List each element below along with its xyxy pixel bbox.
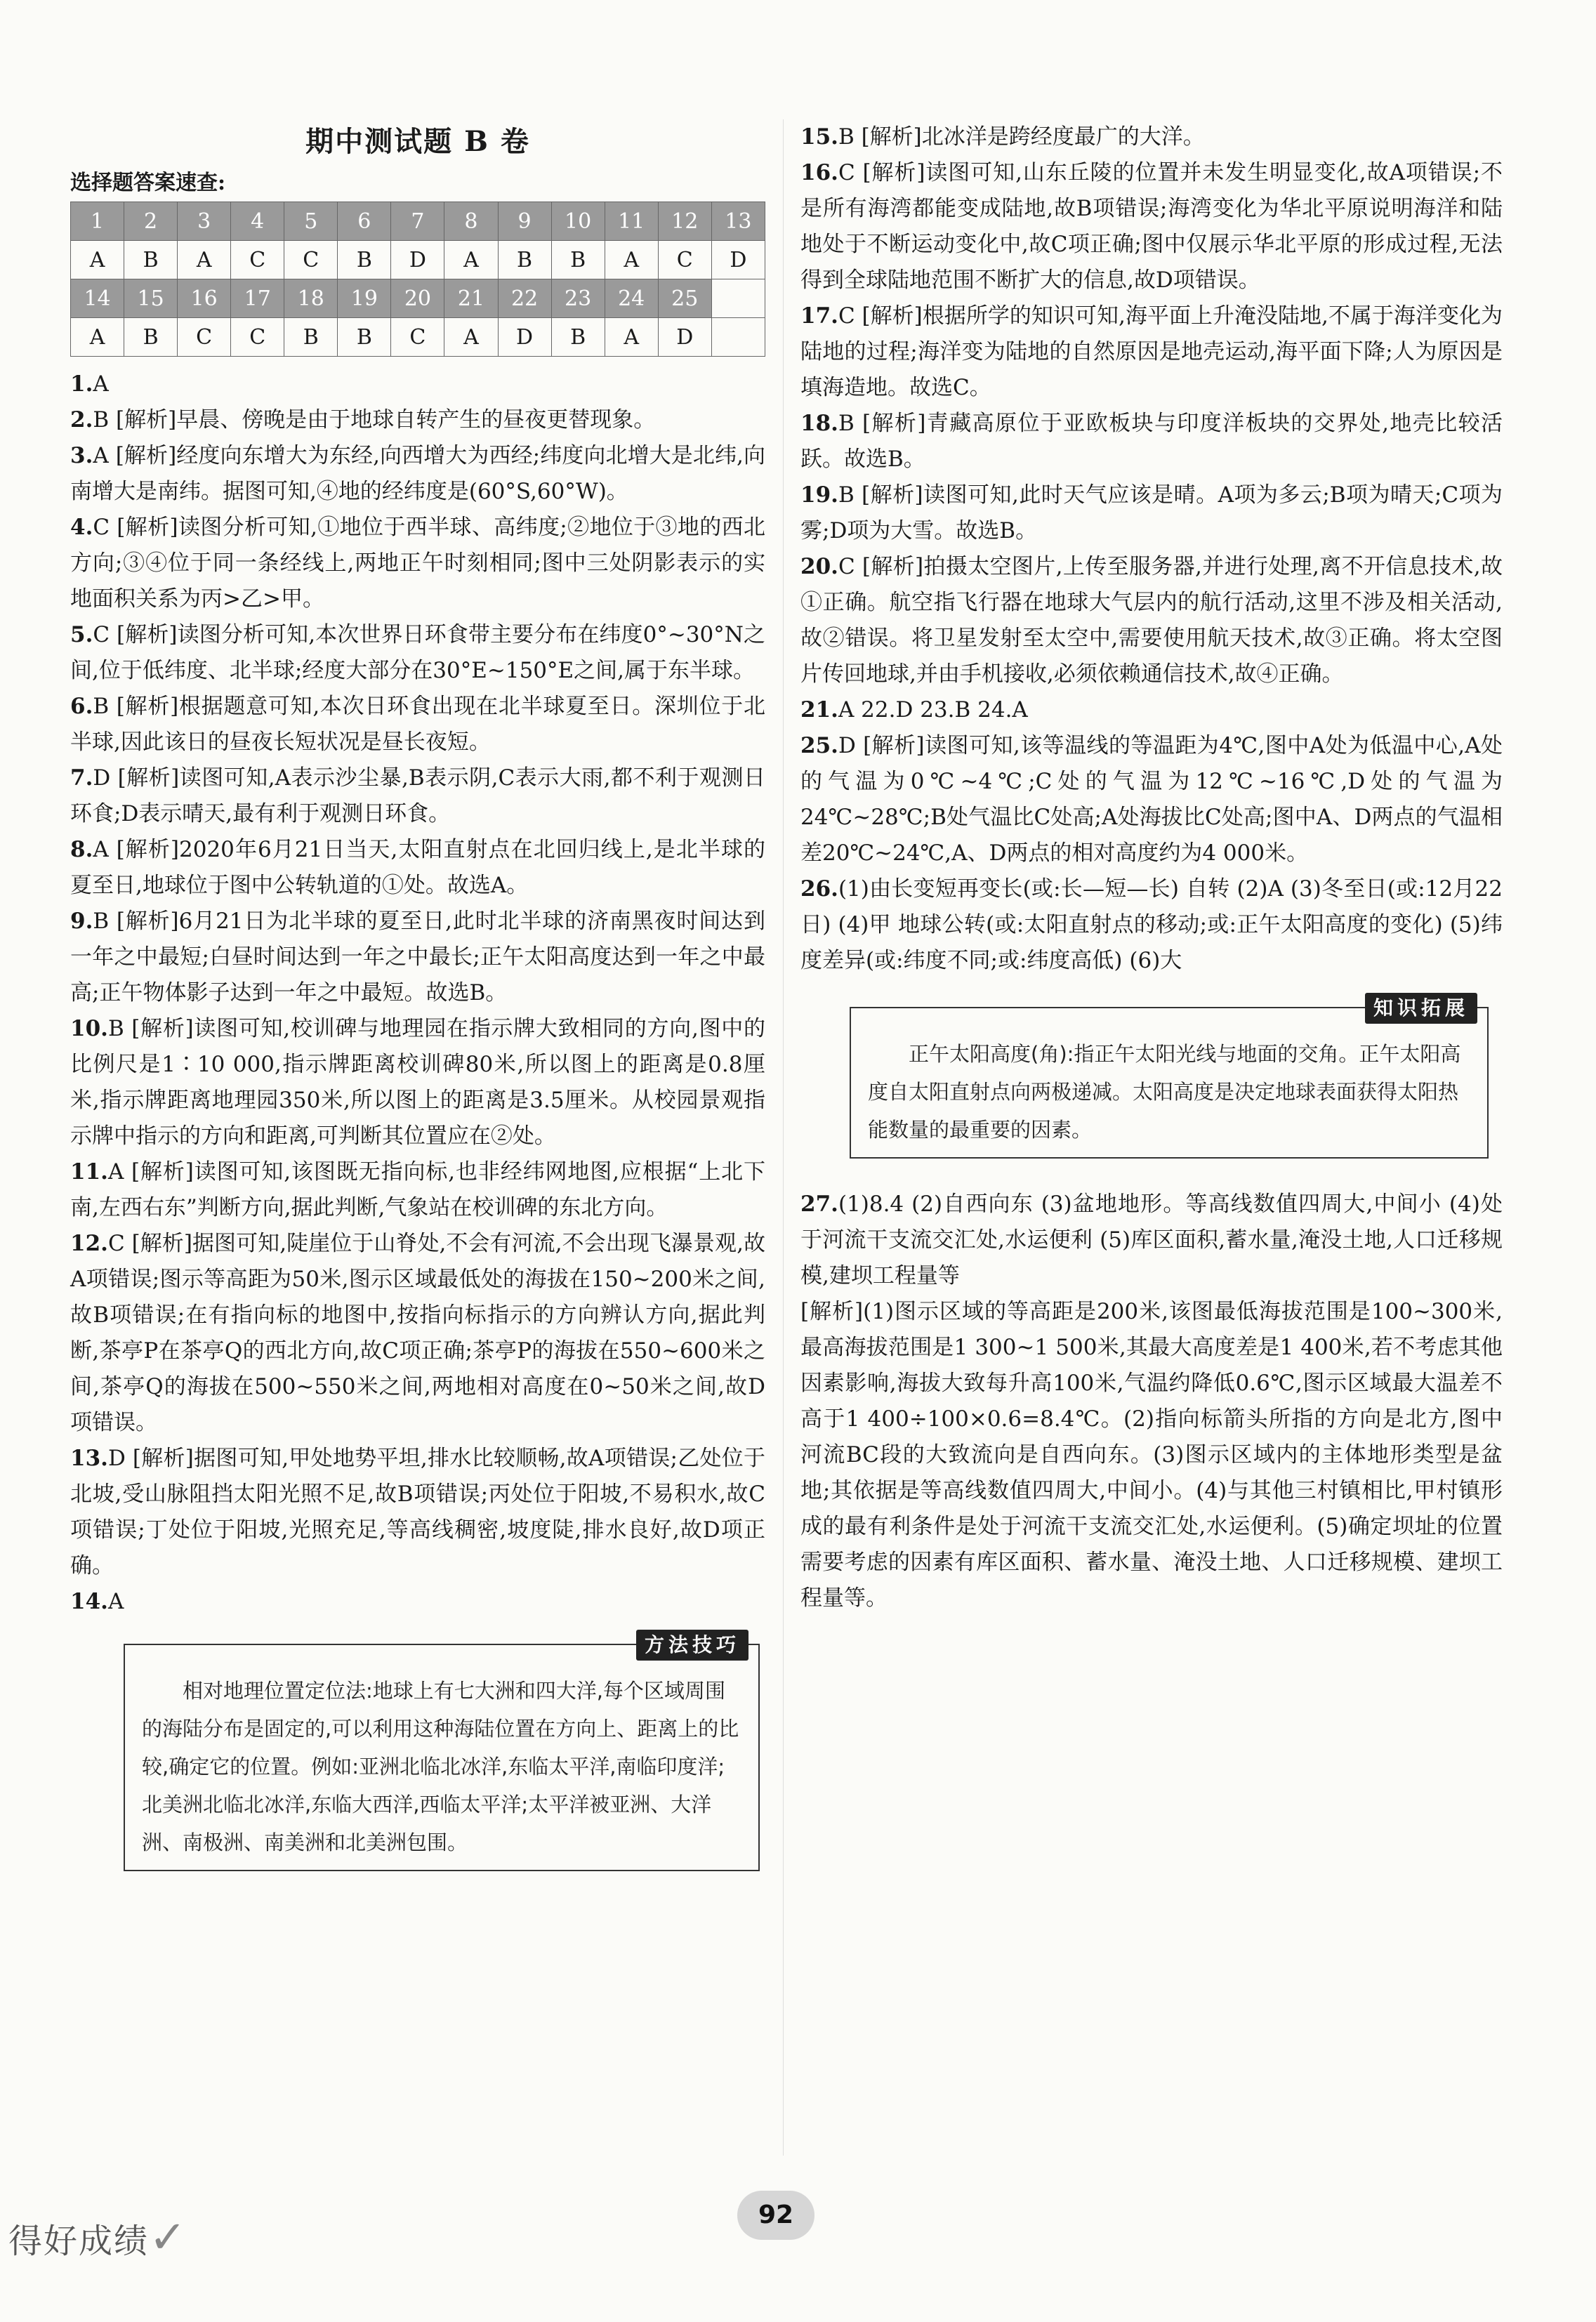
answer-item-number: 1. [70, 371, 93, 397]
answer-item-number: 7. [70, 765, 93, 791]
answer-item-text: (1)由长变短再变长(或:长—短—长) 自转 (2)A (3)冬至日(或:12月22日) (4)甲 地球公转(或:太阳直射点的移动;或:正午太阳高度的变化) (5)纬度差异(或:纬度不同;或:纬度高低) (6)大 [800, 876, 1503, 973]
answer-cell: B [551, 241, 605, 279]
question-number-cell: 25 [658, 279, 711, 318]
question-number-cell: 5 [284, 202, 338, 241]
question-number-cell: 16 [178, 279, 231, 318]
answer-item-number: 14. [70, 1589, 108, 1614]
answer-item [70, 760, 765, 832]
answer-item [70, 1441, 765, 1584]
answer-item-text: D [解析]读图可知,该等温线的等温距为4℃,图中A处为低温中心,A处的气温为0℃~4℃;C处的气温为12℃~16℃,D处的气温为24℃~28℃;B处气温比C处高;A处海拔比C处高;图中A、D两点的气温相差20℃~24℃,A、D两点的相对高度约为4 000米。 [800, 733, 1503, 866]
answer-item-number: 4. [70, 515, 93, 540]
answer-item [800, 692, 1503, 728]
answer-item-text: B [解析]读图可知,校训碑与地理园在指示牌大致相同的方向,图中的比例尺是1∶10 000,指示牌距离校训碑80米,所以图上的距离是0.8厘米,指示牌距离地理园350米,所以图上的距离是3.5厘米。从校园景观指示牌中指示的方向和距离,可判断其位置应在②处。 [70, 1016, 765, 1149]
answer-item-number: 6. [70, 694, 93, 719]
answer-item-number: 17. [800, 303, 838, 329]
question-number-cell: 8 [444, 202, 498, 241]
question-number-cell: 15 [124, 279, 178, 318]
answer-cell: B [338, 241, 391, 279]
answer-item-number: 8. [70, 837, 93, 862]
answer-cell: A [71, 241, 124, 279]
right-answer-list-2 [800, 1187, 1503, 1616]
answer-item-number: 9. [70, 909, 93, 934]
left-answer-list [70, 367, 765, 1620]
answer-item [800, 1187, 1503, 1294]
answer-cell: A [444, 241, 498, 279]
answer-cell: D [391, 241, 444, 279]
left-column [70, 119, 765, 1878]
answer-item-text: (1)8.4 (2)自西向东 (3)盆地地形。等高线数值四周大,中间小 (4)处于河流干支流交汇处,水运便利 (5)库区面积,蓄水量,淹没土地,人口迁移规模,建坝工程量等 [800, 1192, 1503, 1288]
question-number-cell: 20 [391, 279, 444, 318]
answer-item-number: 18. [800, 411, 838, 436]
answer-item-text: B [解析]根据题意可知,本次日环食出现在北半球夏至日。深圳位于北半球,因此该日的昼夜长短状况是昼长夜短。 [70, 694, 765, 755]
answer-item [70, 904, 765, 1011]
answer-cell: C [658, 241, 711, 279]
answer-item [800, 871, 1503, 979]
answer-item-number: 16. [800, 160, 838, 185]
question-number-cell: 23 [551, 279, 605, 318]
answer-item [70, 1011, 765, 1154]
knowledge-tip-box [850, 996, 1489, 1159]
answer-item-text: B [解析]青藏高原位于亚欧板块与印度洋板块的交界处,地壳比较活跃。故选B。 [800, 411, 1503, 472]
knowledge-tip-text: 正午太阳高度(角):指正午太阳光线与地面的交角。正午太阳高度自太阳直射点向两极递减。太阳高度是决定地球表面获得太阳热能数量的最重要的因素。 [868, 1042, 1461, 1142]
answer-cell: A [605, 318, 658, 357]
page-number: 92 [737, 2191, 815, 2240]
answer-item-text: B [解析]读图可知,此时天气应该是晴。A项为多云;B项为晴天;C项为雾;D项为大雪。故选B。 [800, 482, 1503, 543]
answer-item-number: 2. [70, 407, 93, 433]
answer-item-text: A [107, 1589, 124, 1614]
answer-item-number: 13. [70, 1446, 108, 1471]
answer-cell: A [605, 241, 658, 279]
answer-item-text: C [解析]拍摄太空图片,上传至服务器,并进行处理,离不开信息技术,故①正确。航空指飞行器在地球大气层内的航行活动,这里不涉及相关活动,故②错误。将卫星发射至太空中,需要使用航天技术,故③正确。将太空图片传回地球,并由手机接收,必须依赖通信技术,故④正确。 [800, 554, 1503, 687]
answer-item-number: 15. [800, 124, 838, 150]
answer-cell: D [658, 318, 711, 357]
question-number-cell: 12 [658, 202, 711, 241]
answer-cell: C [284, 241, 338, 279]
answer-item [70, 832, 765, 904]
question-number-cell: 19 [338, 279, 391, 318]
answer-item [70, 438, 765, 510]
knowledge-tip-badge: 知识拓展 [1365, 993, 1477, 1024]
question-number-cell: 4 [231, 202, 284, 241]
answer-item [70, 1154, 765, 1226]
question-number-cell: 6 [338, 202, 391, 241]
answer-item [70, 367, 765, 402]
question-number-cell: 21 [444, 279, 498, 318]
answer-cell: A [178, 241, 231, 279]
answer-item-number: 11. [70, 1159, 108, 1185]
answer-table-number-row [71, 202, 765, 241]
answer-table-answer-row [71, 241, 765, 279]
check-mark-icon: ✓ [149, 2212, 188, 2264]
answer-cell [711, 318, 765, 357]
answer-item [800, 119, 1503, 155]
answer-table [70, 202, 765, 357]
answer-cell: B [284, 318, 338, 357]
answer-item [70, 1584, 765, 1620]
answer-table-number-row [71, 279, 765, 318]
question-number-cell: 17 [231, 279, 284, 318]
question-number-cell: 22 [498, 279, 551, 318]
answer-item-text: C [解析]据图可知,陡崖位于山脊处,不会有河流,不会出现飞瀑景观,故A项错误;图示等高距为50米,图示区域最低处的海拔在150~200米之间,故B项错误;在有指向标的地图中,按指向标指示的方向辨认方向,据此判断,茶亭P在茶亭Q的西北方向,故C项正确;茶亭P的海拔在550~600米之间,茶亭Q的海拔在500~550米之间,两地相对高度在0~50米之间,故D项错误。 [70, 1231, 765, 1435]
answer-item-text: C [解析]读图分析可知,本次世界日环食带主要分布在纬度0°~30°N之间,位于低纬度、北半球;经度大部分在30°E~150°E之间,属于东半球。 [70, 622, 765, 683]
answer-item [70, 617, 765, 689]
answer-item-number: 5. [70, 622, 93, 647]
answer-item-text: A [93, 371, 109, 397]
answer-cell: A [71, 318, 124, 357]
question-number-cell: 1 [71, 202, 124, 241]
answer-item-text: [解析](1)图示区域的等高距是200米,该图最低海拔范围是100~300米,最高海拔范围是1 300~1 500米,其最大高度差是1 400米,若不考虑其他因素影响,海拔大致每升高100米,气温约降低0.6℃,图示区域最大温差不高于1 400÷100×0.6=8.4℃。(2)指向标箭头所指的方向是北方,图中河流BC段的大致流向是自西向东。(3)图示区域内的主体地形类型是盆地;其依据是等高线数值四周大,中间小。(4)与其他三村镇相比,甲村镇形成的最有利条件是处于河流干支流交汇处,水运便利。(5)确定坝址的位置需要考虑的因素有库区面积、蓄水量、淹没土地、人口迁移规模、建坝工程量等。 [800, 1299, 1503, 1611]
answer-item-text: A 22.D 23.B 24.A [838, 697, 1028, 723]
right-column [800, 119, 1503, 1616]
answer-item-text: A [解析]2020年6月21日当天,太阳直射点在北回归线上,是北半球的夏至日,地球位于图中公转轨道的①处。故选A。 [70, 837, 765, 898]
column-divider [783, 119, 784, 2156]
question-number-cell: 11 [605, 202, 658, 241]
answer-item-text: C [解析]读图分析可知,①地位于西半球、高纬度;②地位于③地的西北方向;③④位于同一条经线上,两地正午时刻相同;图中三处阴影表示的实地面积关系为丙>乙>甲。 [70, 515, 765, 612]
answer-item [800, 155, 1503, 298]
question-number-cell: 7 [391, 202, 444, 241]
answer-item-text: C [解析]读图可知,山东丘陵的位置并未发生明显变化,故A项错误;不是所有海湾都能变成陆地,故B项错误;海湾变化为华北平原说明海洋和陆地处于不断运动变化中,故C项正确;图中仅展示华北平原的形成过程,无法得到全球陆地范围不断扩大的信息,故D项错误。 [800, 160, 1503, 293]
answer-item [800, 1294, 1503, 1616]
question-number-cell: 13 [711, 202, 765, 241]
question-number-cell: 2 [124, 202, 178, 241]
answer-cell: B [124, 318, 178, 357]
answer-item-number: 3. [70, 443, 93, 468]
answer-item [70, 689, 765, 760]
answer-item-number: 27. [800, 1192, 838, 1217]
question-number-cell [711, 279, 765, 318]
answer-cell: C [391, 318, 444, 357]
right-answer-list [800, 119, 1503, 979]
brand-text: 得好成绩 [8, 2222, 150, 2261]
answer-item-text: D [解析]据图可知,甲处地势平坦,排水比较顺畅,故A项错误;乙处位于北坡,受山脉阻挡太阳光照不足,故B项错误;丙处位于阳坡,不易积水,故C项错误;丁处位于阳坡,光照充足,等高线稠密,坡度陡,排水良好,故D项正确。 [70, 1446, 765, 1578]
question-number-cell: 3 [178, 202, 231, 241]
answer-item [800, 549, 1503, 692]
answer-item-text: C [解析]根据所学的知识可知,海平面上升淹没陆地,不属于海洋变化为陆地的过程;海洋变为陆地的自然原因是地壳运动,海平面下降;人为原因是填海造地。故选C。 [800, 303, 1503, 400]
answer-cell: D [498, 318, 551, 357]
answer-cell: C [231, 241, 284, 279]
answer-item [800, 298, 1503, 406]
answer-item-number: 25. [800, 733, 838, 758]
answer-cell: C [178, 318, 231, 357]
answer-cell: B [124, 241, 178, 279]
method-tip-box [124, 1633, 760, 1871]
answer-item-number: 12. [70, 1231, 108, 1256]
answer-cell: A [444, 318, 498, 357]
question-number-cell: 9 [498, 202, 551, 241]
method-tip-badge: 方法技巧 [636, 1630, 748, 1661]
answer-cell: D [711, 241, 765, 279]
answer-item-text: A [解析]读图可知,该图既无指向标,也非经纬网地图,应根据“上北下南,左西右东”判断方向,据此判断,气象站在校训碑的东北方向。 [70, 1159, 765, 1220]
answer-item-number: 26. [800, 876, 838, 902]
answer-item-text: B [解析]北冰洋是跨经度最广的大洋。 [838, 124, 1205, 150]
answer-cell: B [498, 241, 551, 279]
answer-item [800, 728, 1503, 871]
page-title: 期中测试题 B 卷 [305, 125, 530, 158]
question-number-cell: 10 [551, 202, 605, 241]
answer-item [70, 510, 765, 617]
answer-item-text: A [解析]经度向东增大为东经,向西增大为西经;纬度向北增大是北纬,向南增大是南纬。据图可知,④地的经纬度是(60°S,60°W)。 [70, 443, 765, 504]
answer-item-text: B [解析]6月21日为北半球的夏至日,此时北半球的济南黑夜时间达到一年之中最短;白昼时间达到一年之中最长;正午太阳高度达到一年之中最高;正午物体影子达到一年之中最短。故选B。 [70, 909, 765, 1005]
quick-answer-label: 选择题答案速查: [70, 171, 226, 195]
answer-item-number: 19. [800, 482, 838, 508]
question-number-cell: 18 [284, 279, 338, 318]
question-number-cell: 14 [71, 279, 124, 318]
brand-logo [8, 2212, 188, 2264]
answer-cell: B [338, 318, 391, 357]
answer-cell: C [231, 318, 284, 357]
answer-item [70, 402, 765, 438]
answer-item [800, 406, 1503, 477]
answer-table-answer-row [71, 318, 765, 357]
answer-item [800, 477, 1503, 549]
answer-item [70, 1226, 765, 1441]
answer-item-number: 21. [800, 697, 838, 723]
answer-item-text: B [解析]早晨、傍晚是由于地球自转产生的昼夜更替现象。 [93, 407, 656, 433]
answer-item-number: 10. [70, 1016, 108, 1041]
question-number-cell: 24 [605, 279, 658, 318]
method-tip-text: 相对地理位置定位法:地球上有七大洲和四大洋,每个区域周围的海陆分布是固定的,可以利用这种海陆位置在方向上、距离上的比较,确定它的位置。例如:亚洲北临北冰洋,东临太平洋,南临印度洋;北美洲北临北冰洋,东临大西洋,西临太平洋;太平洋被亚洲、大洋洲、南极洲、南美洲和北美洲包围。 [142, 1679, 739, 1854]
answer-item-number: 20. [800, 554, 838, 579]
answer-cell: B [551, 318, 605, 357]
answer-item-text: D [解析]读图可知,A表示沙尘暴,B表示阴,C表示大雨,都不利于观测日环食;D表示晴天,最有利于观测日环食。 [70, 765, 765, 826]
